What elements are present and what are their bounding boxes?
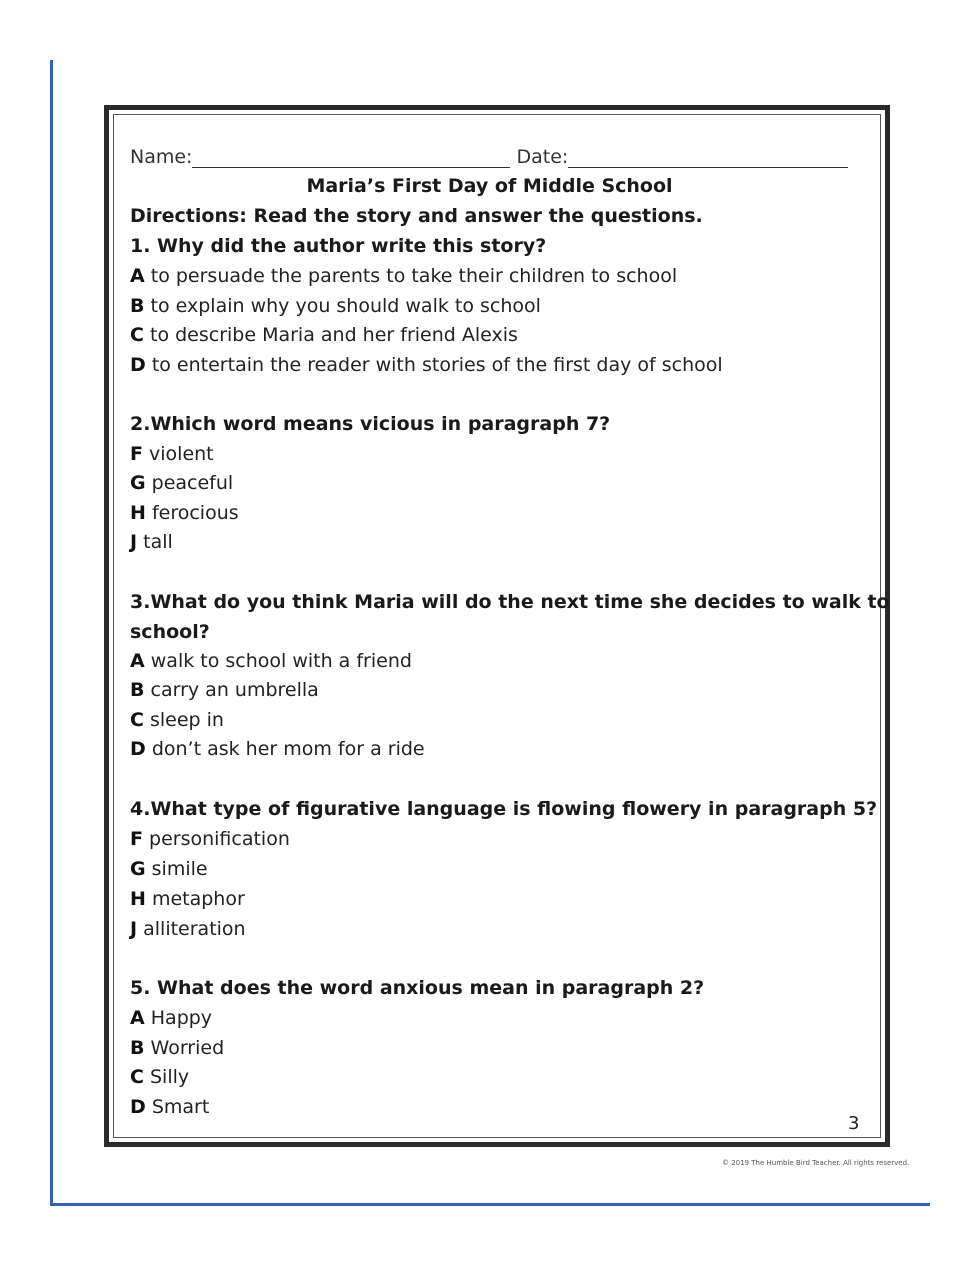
- question-5-option-c[interactable]: [130, 1066, 189, 1088]
- question-5-option-d[interactable]: [130, 1096, 209, 1118]
- option-letter: C: [130, 324, 144, 346]
- page-number: 3: [848, 1113, 860, 1134]
- question-3-prompt-line1: 3.What do you think Maria will do the next time she decides to walk to: [130, 591, 890, 613]
- question-2-option-f[interactable]: [130, 443, 214, 465]
- question-3-option-b[interactable]: [130, 679, 319, 701]
- name-date-row: [130, 146, 848, 168]
- option-letter: G: [130, 858, 146, 880]
- option-text: walk to school with a friend: [144, 650, 412, 672]
- question-4-option-j[interactable]: [130, 918, 246, 940]
- option-letter: J: [130, 531, 138, 553]
- copyright-footer: © 2019 The Humble Bird Teacher. All rights reserved.: [722, 1159, 910, 1167]
- question-2-option-j[interactable]: [130, 531, 173, 553]
- name-field[interactable]: [192, 149, 510, 168]
- option-text: metaphor: [145, 888, 245, 910]
- option-text: carry an umbrella: [144, 679, 319, 701]
- option-text: simile: [145, 858, 208, 880]
- option-letter: D: [130, 738, 146, 760]
- question-3-prompt-line2: school?: [130, 621, 210, 643]
- option-text: Silly: [143, 1066, 190, 1088]
- option-text: Smart: [145, 1096, 210, 1118]
- name-label: Name:: [130, 146, 193, 168]
- option-text: sleep in: [143, 709, 224, 731]
- option-text: peaceful: [145, 472, 234, 494]
- option-letter: F: [130, 443, 143, 465]
- question-1-option-a[interactable]: [130, 265, 677, 287]
- option-letter: A: [130, 265, 145, 287]
- option-letter: G: [130, 472, 146, 494]
- paper-edge-left: [50, 60, 53, 1206]
- option-letter: A: [130, 650, 145, 672]
- option-text: Worried: [144, 1037, 225, 1059]
- question-4-prompt: 4.What type of figurative language is flowing flowery in paragraph 5?: [130, 798, 878, 820]
- question-3-option-c[interactable]: [130, 709, 224, 731]
- question-1-option-c[interactable]: [130, 324, 518, 346]
- option-text: to entertain the reader with stories of the first day of school: [145, 354, 723, 376]
- question-1-prompt: 1. Why did the author write this story?: [130, 235, 547, 257]
- question-4-option-f[interactable]: [130, 828, 290, 850]
- option-letter: D: [130, 1096, 146, 1118]
- option-letter: C: [130, 709, 144, 731]
- option-text: alliteration: [137, 918, 246, 940]
- option-text: violent: [142, 443, 214, 465]
- worksheet-title: Maria’s First Day of Middle School: [306, 175, 673, 197]
- question-1-option-d[interactable]: [130, 354, 723, 376]
- directions: Directions: Read the story and answer the questions.: [130, 205, 703, 227]
- option-letter: F: [130, 828, 143, 850]
- option-text: don’t ask her mom for a ride: [145, 738, 425, 760]
- question-5-option-b[interactable]: [130, 1037, 224, 1059]
- question-2-option-g[interactable]: [130, 472, 233, 494]
- date-label: Date:: [516, 146, 569, 168]
- question-3-option-d[interactable]: [130, 738, 425, 760]
- option-letter: H: [130, 502, 146, 524]
- option-text: tall: [137, 531, 173, 553]
- option-letter: C: [130, 1066, 144, 1088]
- paper-edge-bottom: [50, 1203, 930, 1206]
- question-4-option-h[interactable]: [130, 888, 245, 910]
- question-5-option-a[interactable]: [130, 1007, 212, 1029]
- option-letter: B: [130, 1037, 145, 1059]
- option-letter: H: [130, 888, 146, 910]
- option-text: to describe Maria and her friend Alexis: [143, 324, 518, 346]
- option-letter: B: [130, 295, 145, 317]
- question-2-prompt: 2.Which word means vicious in paragraph 7?: [130, 413, 611, 435]
- question-4-option-g[interactable]: [130, 858, 208, 880]
- option-text: to persuade the parents to take their children to school: [144, 265, 678, 287]
- option-text: ferocious: [145, 502, 239, 524]
- option-text: Happy: [144, 1007, 213, 1029]
- question-2-option-h[interactable]: [130, 502, 239, 524]
- option-letter: B: [130, 679, 145, 701]
- date-field[interactable]: [568, 149, 848, 168]
- option-text: personification: [142, 828, 290, 850]
- question-3-option-a[interactable]: [130, 650, 412, 672]
- question-1-option-b[interactable]: [130, 295, 541, 317]
- question-5-prompt: 5. What does the word anxious mean in paragraph 2?: [130, 977, 705, 999]
- option-letter: A: [130, 1007, 145, 1029]
- option-letter: D: [130, 354, 146, 376]
- option-text: to explain why you should walk to school: [144, 295, 541, 317]
- option-letter: J: [130, 918, 138, 940]
